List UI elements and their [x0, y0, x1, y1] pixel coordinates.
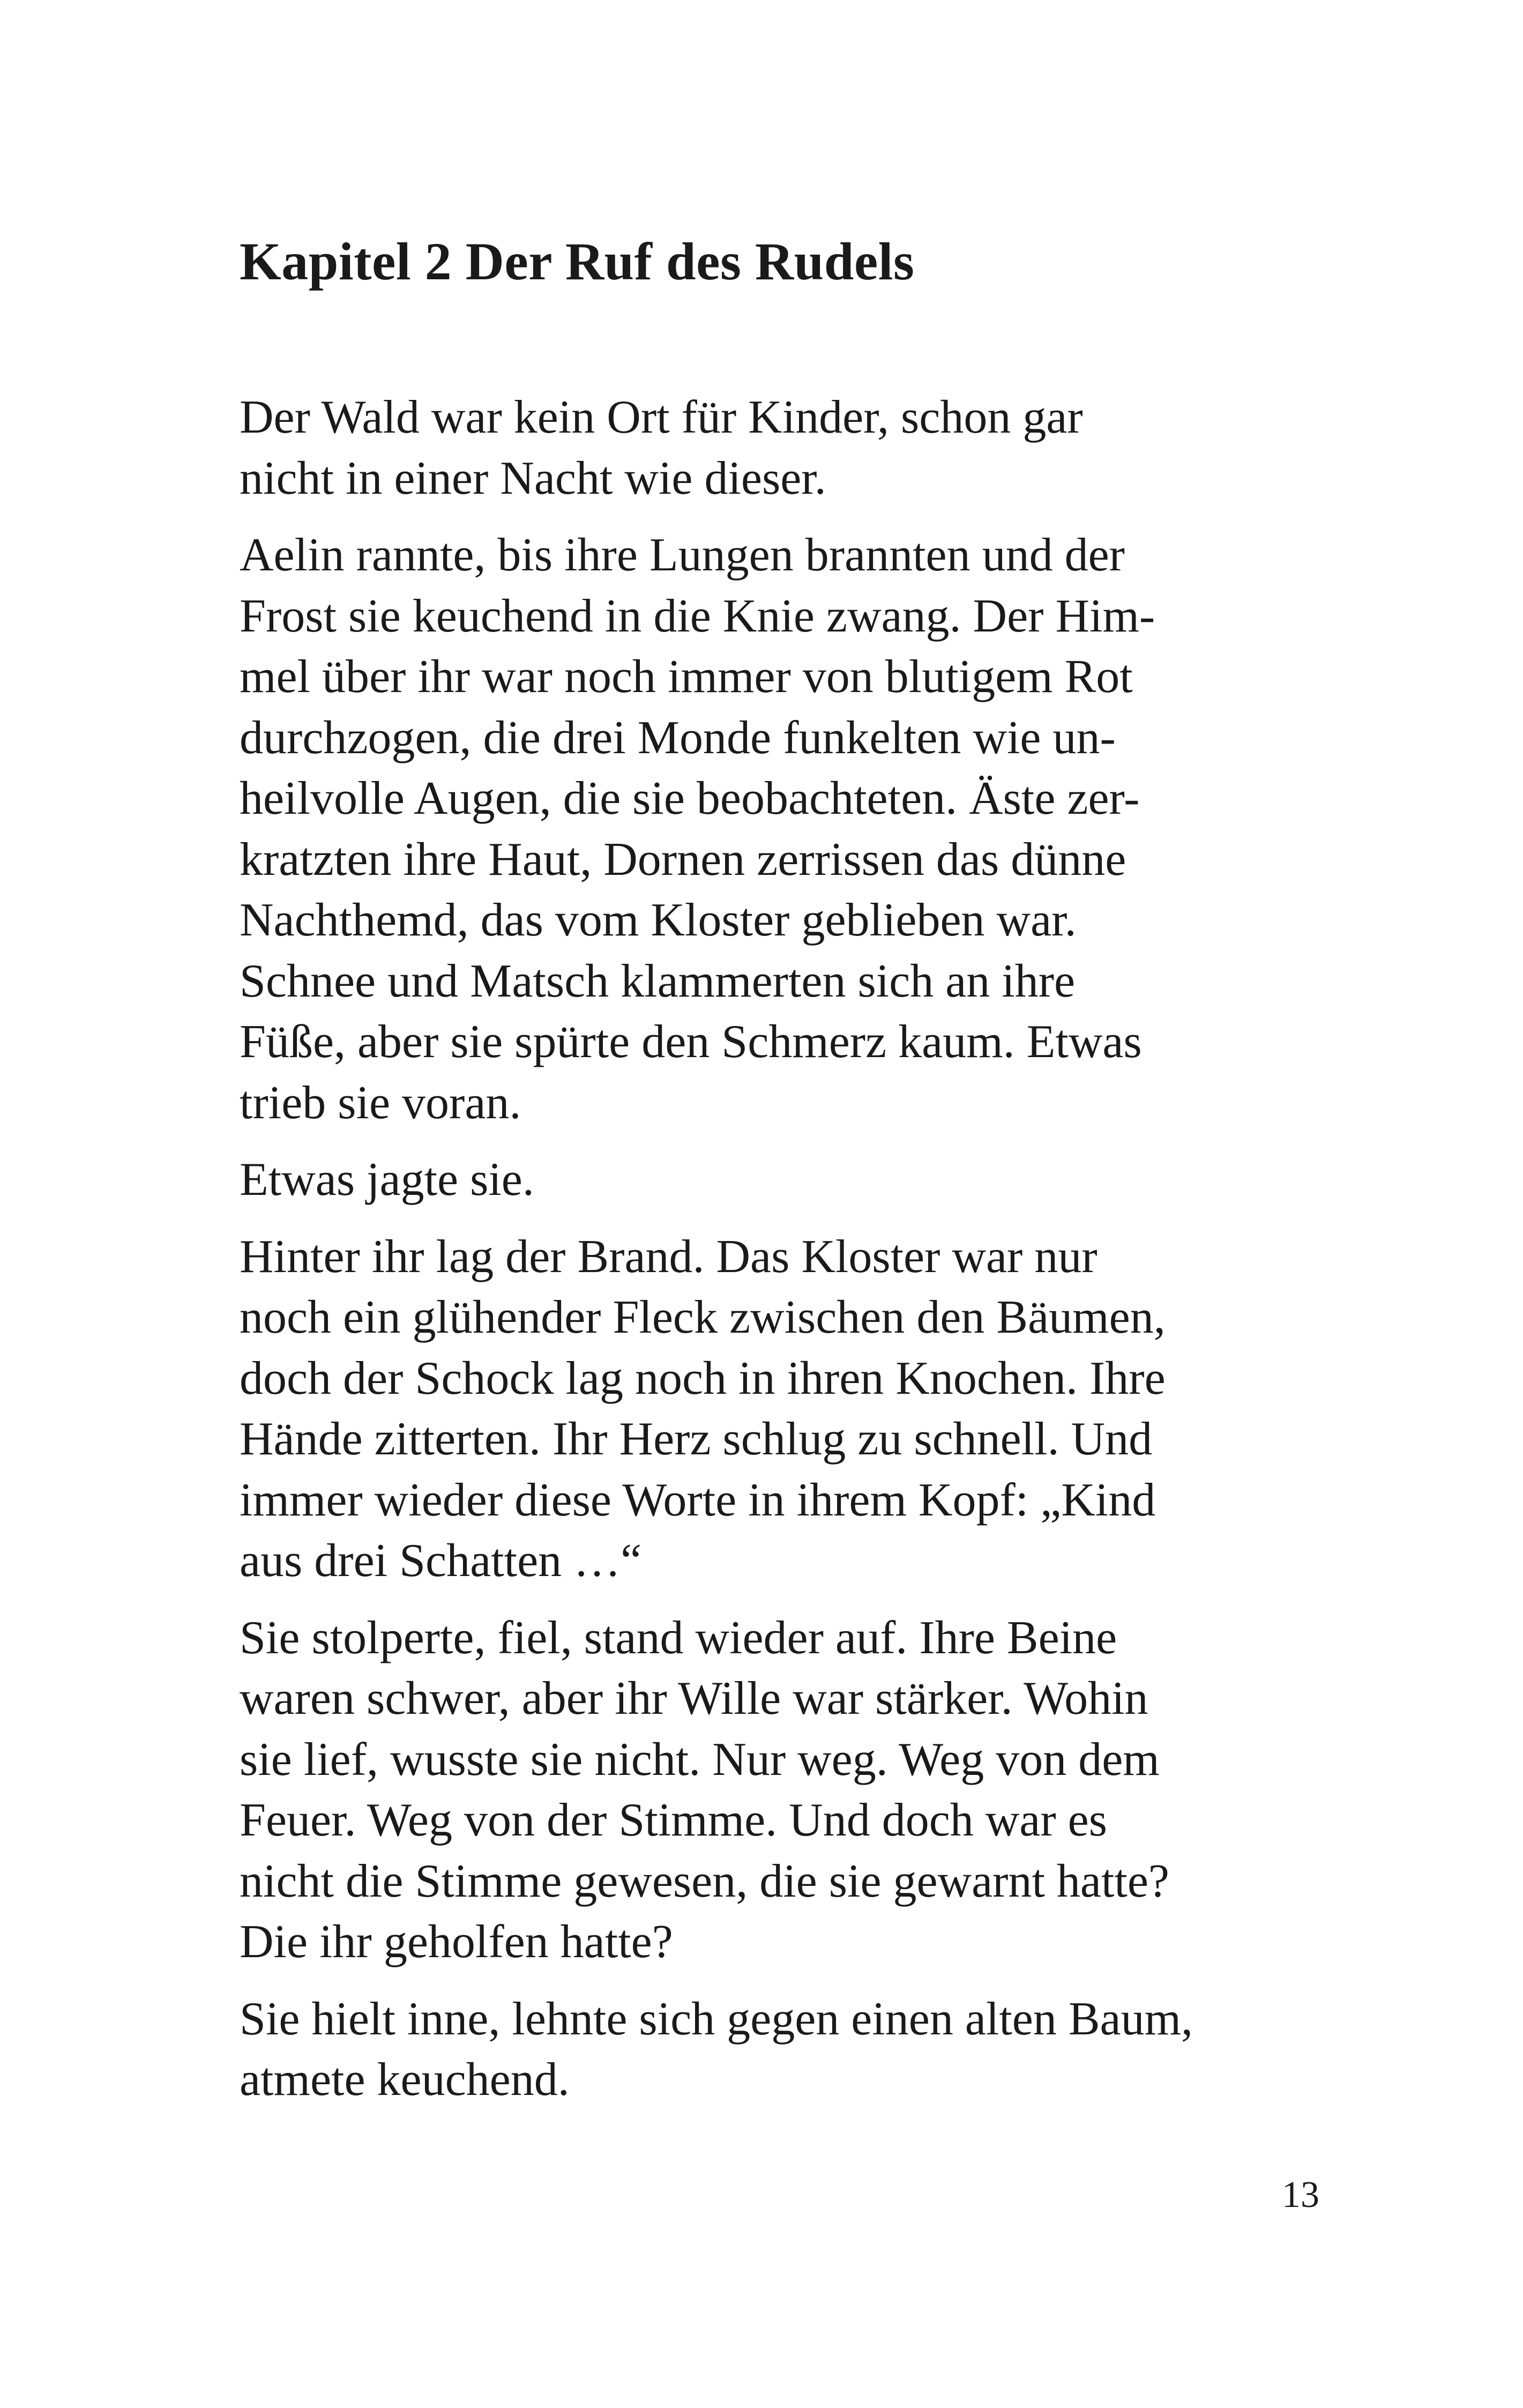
text-line: trieb sie voran.	[240, 1076, 521, 1129]
text-line: Sie hielt inne, lehnte sich gegen einen alten Baum,	[240, 1993, 1193, 2045]
text-line: nicht die Stimme gewesen, die sie gewarnt hatte?	[240, 1855, 1169, 1907]
text-line: nicht in einer Nacht wie dieser.	[240, 452, 826, 504]
text-line: Hände zitterten. Ihr Herz schlug zu schnell. Und	[240, 1413, 1153, 1465]
text-line: Feuer. Weg von der Stimme. Und doch war es	[240, 1794, 1107, 1846]
text-line: Schnee und Matsch klammerten sich an ihre	[240, 955, 1076, 1007]
text-line: immer wieder diese Worte in ihrem Kopf: „Kind	[240, 1474, 1156, 1526]
text-line: sie lief, wusste sie nicht. Nur weg. Weg von dem	[240, 1733, 1160, 1786]
paragraph	[240, 1989, 1327, 2110]
text-line: Die ihr geholfen hatte?	[240, 1916, 673, 1968]
text-line: Hinter ihr lag der Brand. Das Kloster war nur	[240, 1230, 1098, 1283]
text-line: noch ein glühender Fleck zwischen den Bäumen,	[240, 1291, 1166, 1343]
text-line: waren schwer, aber ihr Wille war stärker. Wohin	[240, 1673, 1148, 1725]
text-line: Aelin rannte, bis ihre Lungen brannten und der	[240, 529, 1125, 581]
text-line: Der Wald war kein Ort für Kinder, schon gar	[240, 391, 1083, 443]
text-line: durchzogen, die drei Monde funkelten wie un-	[240, 711, 1116, 764]
text-line: Frost sie keuchend in die Knie zwang. Der Him-	[240, 590, 1155, 642]
page-number: 13	[1282, 2174, 1319, 2216]
paragraph	[240, 387, 1327, 509]
chapter-body	[240, 387, 1327, 2127]
text-line: kratzten ihre Haut, Dornen zerrissen das dünne	[240, 833, 1126, 886]
paragraph	[240, 525, 1327, 1133]
text-line: heilvolle Augen, die sie beobachteten. Äste zer-	[240, 772, 1140, 824]
text-line: Etwas jagte sie.	[240, 1154, 534, 1206]
text-line: mel über ihr war noch immer von blutigem Rot	[240, 651, 1133, 703]
chapter-title: Kapitel 2 Der Ruf des Rudels	[240, 232, 915, 291]
paragraph	[240, 1608, 1327, 1973]
text-line: Füße, aber sie spürte den Schmerz kaum. Etwas	[240, 1016, 1142, 1068]
paragraph	[240, 1149, 1327, 1210]
text-line: Sie stolperte, fiel, stand wieder auf. Ihre Beine	[240, 1611, 1117, 1664]
paragraph	[240, 1227, 1327, 1592]
text-line: Nachthemd, das vom Kloster geblieben war.	[240, 894, 1077, 946]
text-line: atmete keuchend.	[240, 2054, 570, 2106]
text-line: doch der Schock lag noch in ihren Knochen. Ihre	[240, 1352, 1166, 1404]
text-line: aus drei Schatten …“	[240, 1535, 642, 1587]
